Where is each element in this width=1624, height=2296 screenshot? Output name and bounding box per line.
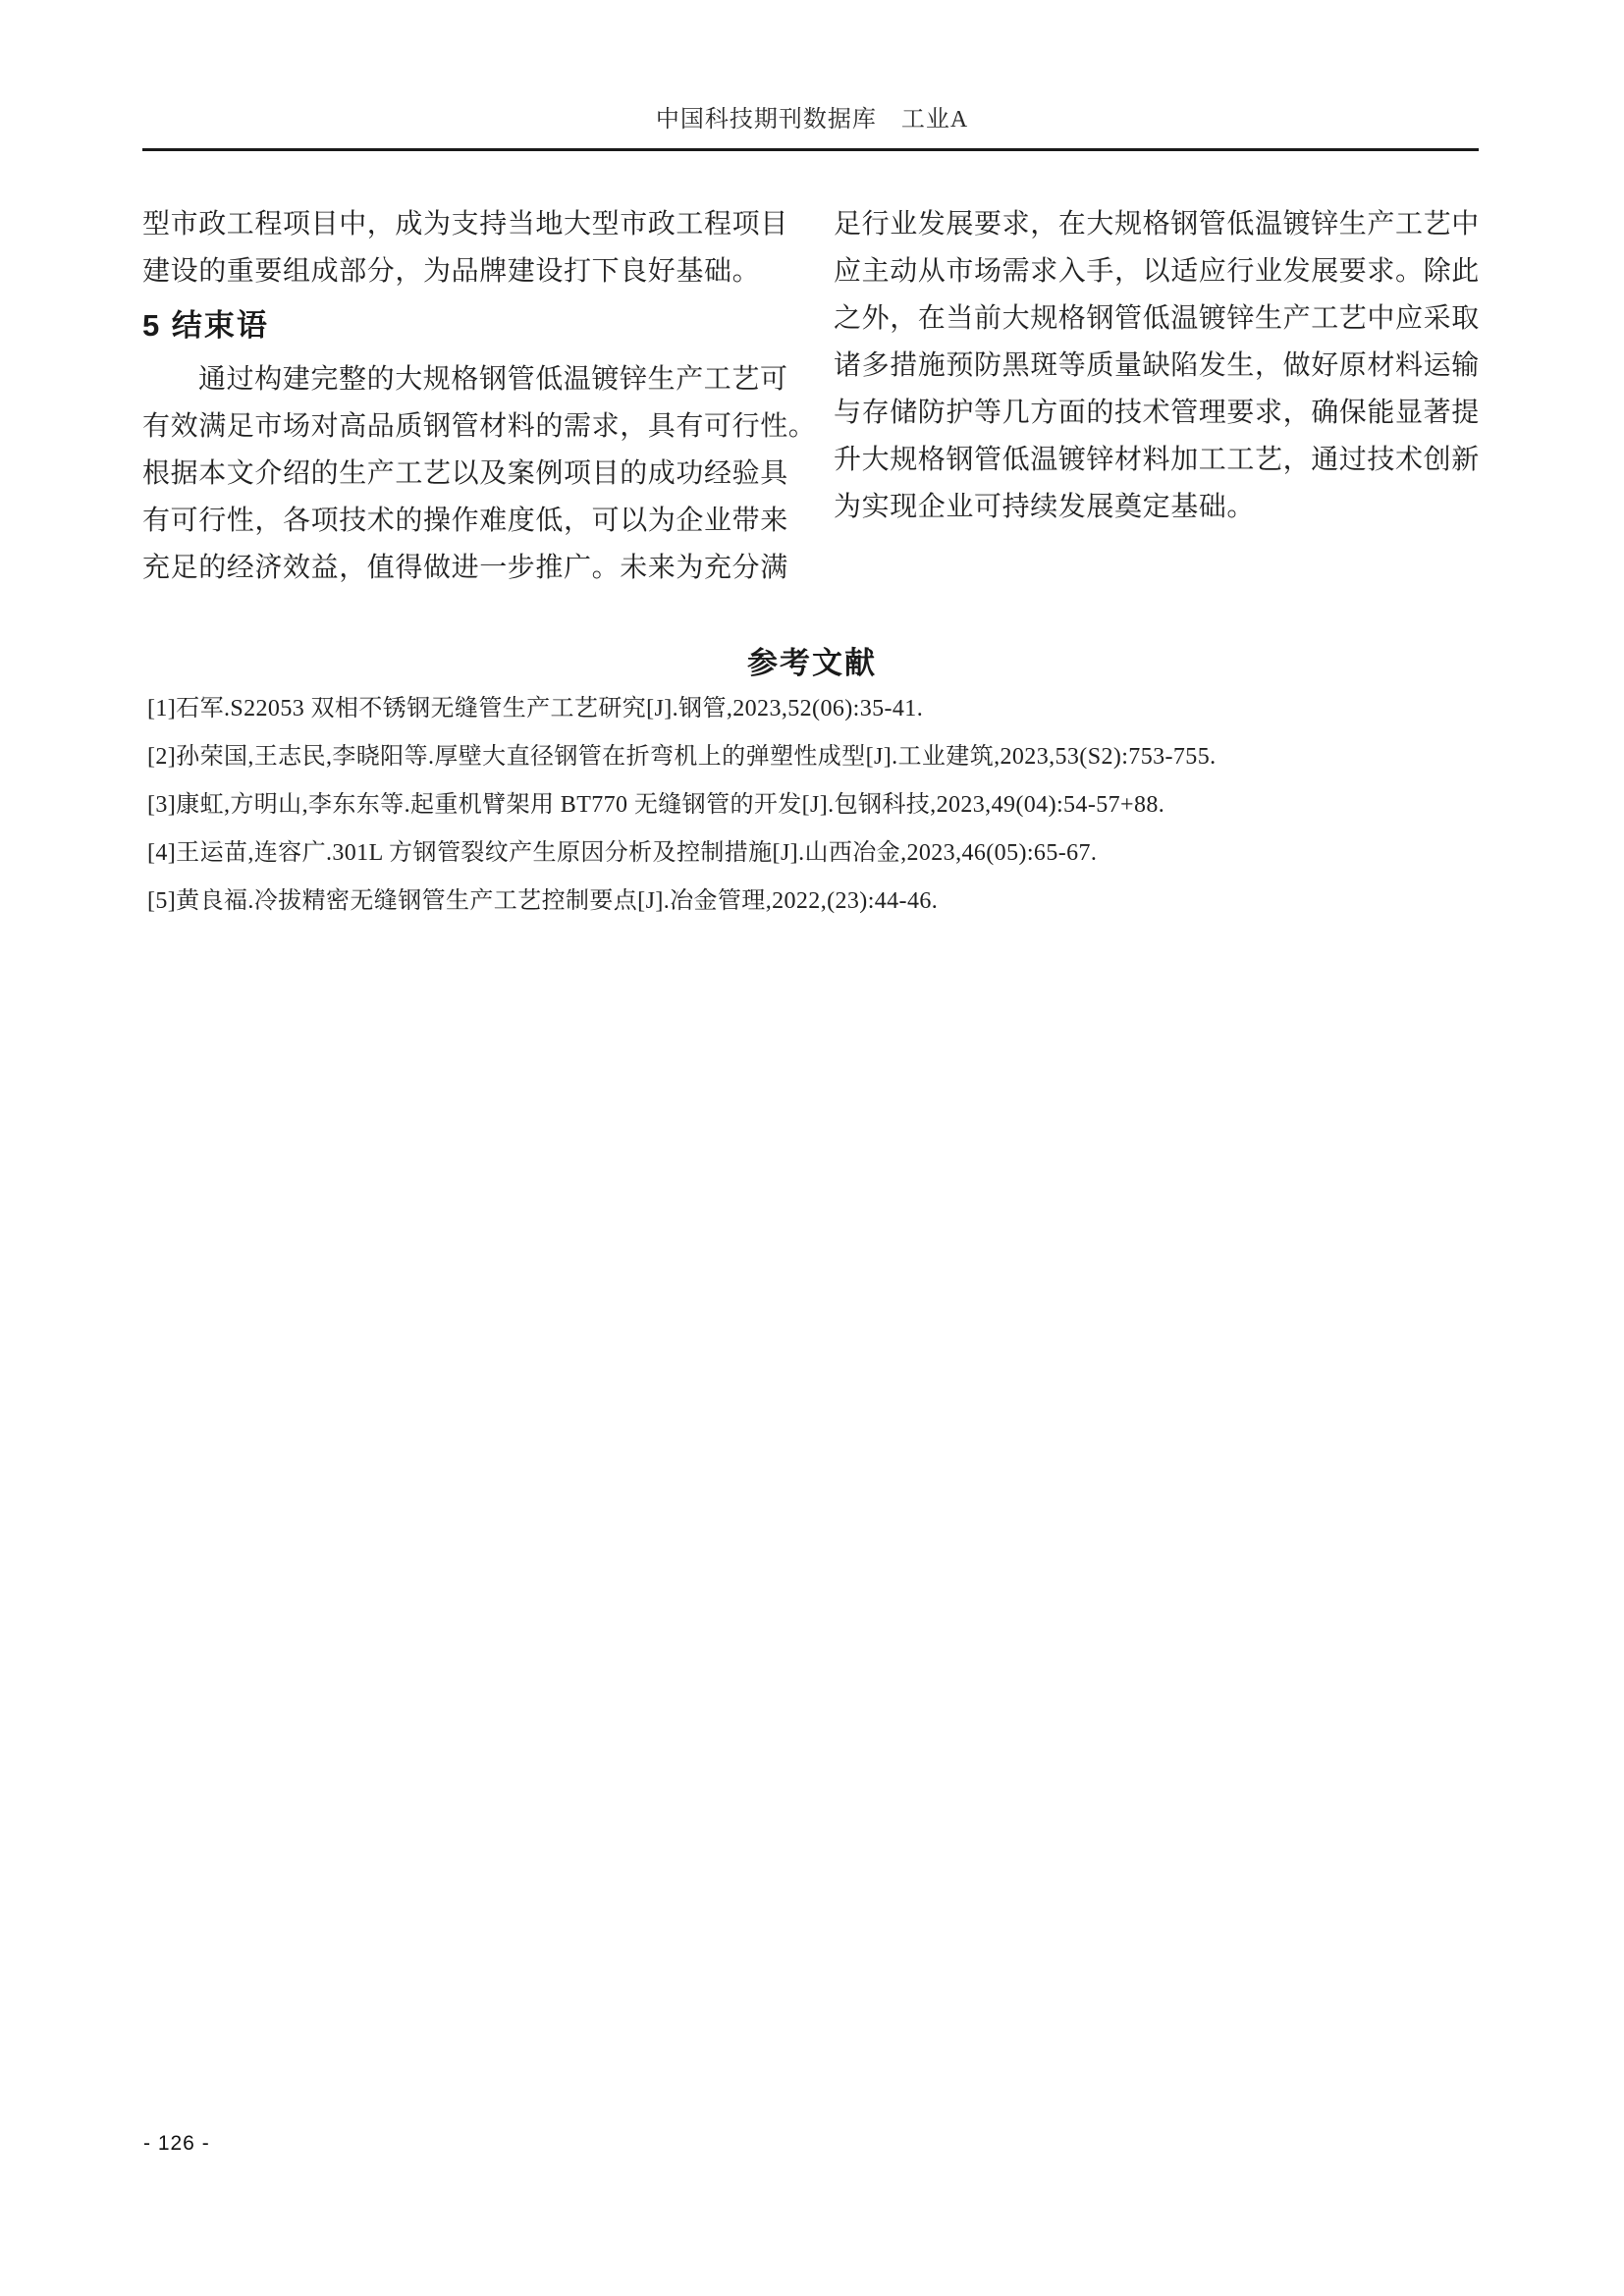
page-number: - 126 -: [143, 2132, 210, 2155]
body-text-line: 升大规格钢管低温镀锌材料加工工艺，通过技术创新: [834, 445, 1480, 475]
body-text-line: 根据本文介绍的生产工艺以及案例项目的成功经验具: [142, 458, 788, 489]
reference-item: [2]孙荣国,王志民,李晓阳等.厚壁大直径钢管在折弯机上的弹塑性成型[J].工业建筑,2023,53(S2):753-755.: [147, 744, 1217, 770]
reference-item: [1]石军.S22053 双相不锈钢无缝管生产工艺研究[J].钢管,2023,52(06):35-41.: [147, 696, 924, 721]
reference-item: [3]康虹,方明山,李东东等.起重机臂架用 BT770 无缝钢管的开发[J].包钢科技,2023,49(04):54-57+88.: [147, 792, 1165, 818]
body-text-line: 有可行性，各项技术的操作难度低，可以为企业带来: [142, 506, 788, 536]
body-text-line: 通过构建完整的大规格钢管低温镀锌生产工艺可: [198, 364, 788, 395]
references-list: [147, 685, 1542, 926]
right-column: [834, 201, 1489, 531]
reference-item: [4]王运苗,连容广.301L 方钢管裂纹产生原因分析及控制措施[J].山西冶金,2023,46(05):65-67.: [147, 840, 1098, 866]
reference-item: [5]黄良福.冷拔精密无缝钢管生产工艺控制要点[J].冶金管理,2022,(23):44-46.: [147, 888, 939, 914]
body-text-line: 之外，在当前大规格钢管低温镀锌生产工艺中应采取: [834, 303, 1480, 334]
body-text-line: 建设的重要组成部分，为品牌建设打下良好基础。: [142, 256, 761, 287]
body-text-line: 足行业发展要求，在大规格钢管低温镀锌生产工艺中: [834, 209, 1480, 240]
body-text-line: 充足的经济效益，值得做进一步推广。未来为充分满: [142, 553, 788, 583]
body-text-line: 诸多措施预防黑斑等质量缺陷发生，做好原材料运输: [834, 350, 1480, 381]
left-column: [142, 201, 817, 592]
body-text-line: 与存储防护等几方面的技术管理要求，确保能显著提: [834, 398, 1480, 428]
references-heading: 参考文献: [747, 646, 877, 680]
journal-header: 中国科技期刊数据库 工业A: [655, 107, 969, 133]
section-heading-conclusion: 5 结束语: [142, 308, 269, 343]
body-text-line: 型市政工程项目中，成为支持当地大型市政工程项目: [142, 209, 788, 240]
header-divider: [142, 148, 1479, 151]
body-text-line: 有效满足市场对高品质钢管材料的需求，具有可行性。: [142, 411, 817, 442]
body-text-line: 应主动从市场需求入手，以适应行业发展要求。除此: [834, 256, 1480, 287]
body-text-line: 为实现企业可持续发展奠定基础。: [834, 492, 1256, 522]
